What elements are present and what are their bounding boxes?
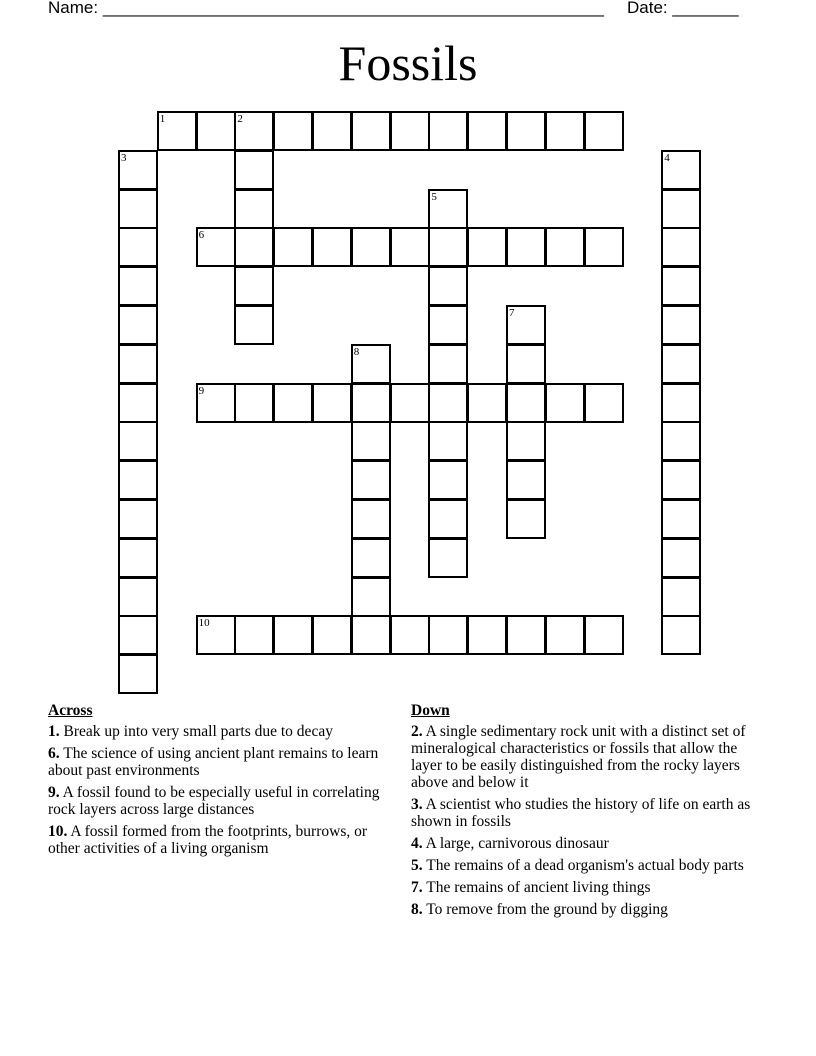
- grid-cell[interactable]: [118, 266, 158, 306]
- grid-cell[interactable]: [196, 383, 236, 423]
- across-clue-list: [48, 723, 393, 857]
- grid-cell[interactable]: [196, 227, 236, 267]
- grid-cell[interactable]: [428, 383, 468, 423]
- grid-cell[interactable]: [661, 305, 701, 345]
- grid-cell[interactable]: [584, 111, 624, 151]
- clue-text: A fossil found to be especially useful in correlating rock layers across large distances: [48, 784, 380, 818]
- grid-cell[interactable]: [351, 615, 391, 655]
- grid-cell[interactable]: [661, 344, 701, 384]
- grid-cell[interactable]: [584, 615, 624, 655]
- grid-cell[interactable]: [118, 150, 158, 190]
- clue-number-label: 3.: [411, 796, 423, 813]
- grid-cell[interactable]: [118, 499, 158, 539]
- clue-number: 5: [431, 190, 437, 203]
- clue-number-label: 9.: [48, 784, 60, 801]
- grid-cell[interactable]: [118, 654, 158, 694]
- grid-cell[interactable]: [351, 227, 391, 267]
- grid-cell[interactable]: [312, 383, 352, 423]
- grid-cell[interactable]: [118, 227, 158, 267]
- grid-cell[interactable]: [506, 227, 546, 267]
- clue-text: The remains of a dead organism's actual body parts: [422, 857, 744, 874]
- clue-text: Break up into very small parts due to decay: [59, 723, 333, 740]
- grid-cell[interactable]: [661, 150, 701, 190]
- grid-cell[interactable]: [351, 421, 391, 461]
- grid-cell[interactable]: [118, 189, 158, 229]
- grid-cell[interactable]: [390, 227, 430, 267]
- clue-text: The remains of ancient living things: [422, 879, 651, 896]
- grid-cell[interactable]: [273, 227, 313, 267]
- grid-cell[interactable]: [661, 538, 701, 578]
- grid-cell[interactable]: [506, 421, 546, 461]
- clue-text: A single sedimentary rock unit with a distinct set of mineralogical characteristics or fossils that allow the layer to be easily distinguished from the rocky layers above and below it: [411, 723, 746, 791]
- grid-cell[interactable]: [506, 111, 546, 151]
- grid-cell[interactable]: [273, 111, 313, 151]
- grid-cell[interactable]: [545, 383, 585, 423]
- grid-cell[interactable]: [118, 421, 158, 461]
- grid-cell[interactable]: [467, 383, 507, 423]
- down-clue: [411, 723, 751, 791]
- grid-cell[interactable]: [661, 266, 701, 306]
- date-blank: _______: [672, 0, 739, 17]
- clue-text: To remove from the ground by digging: [422, 901, 668, 918]
- grid-cell[interactable]: [428, 615, 468, 655]
- clue-number: 8: [353, 345, 360, 358]
- across-heading: Across: [48, 702, 93, 719]
- grid-cell[interactable]: [234, 383, 274, 423]
- grid-cell[interactable]: [428, 227, 468, 267]
- name-blank: _____________________________________________________: [102, 0, 604, 17]
- grid-cell[interactable]: [234, 266, 274, 306]
- date-label: Date:: [627, 0, 668, 17]
- grid-cell[interactable]: [118, 615, 158, 655]
- down-clues: [411, 702, 751, 923]
- grid-cell[interactable]: [506, 460, 546, 500]
- grid-cell[interactable]: [661, 460, 701, 500]
- down-clue: [411, 796, 751, 830]
- across-clues: [48, 702, 393, 862]
- down-clue-list: [411, 723, 751, 918]
- grid-cell[interactable]: [157, 111, 197, 151]
- across-clue: [48, 745, 393, 779]
- down-clue: [411, 879, 751, 896]
- clue-number: 3: [121, 151, 127, 164]
- grid-cell[interactable]: [273, 615, 313, 655]
- page-title: Fossils: [338, 35, 478, 91]
- grid-cell[interactable]: [234, 615, 274, 655]
- grid-cell[interactable]: [118, 577, 158, 617]
- grid-cell[interactable]: [428, 538, 468, 578]
- clue-text: A fossil formed from the footprints, burrows, or other activities of a living organism: [48, 823, 368, 857]
- clue-text: A scientist who studies the history of life on earth as shown in fossils: [411, 796, 751, 830]
- grid-cell[interactable]: [467, 111, 507, 151]
- grid-cell[interactable]: [234, 227, 274, 267]
- clue-number-label: 8.: [411, 901, 423, 918]
- grid-cell[interactable]: [545, 615, 585, 655]
- grid-cell[interactable]: [118, 538, 158, 578]
- grid-cell[interactable]: [351, 538, 391, 578]
- grid-cell[interactable]: [118, 344, 158, 384]
- clue-number: 9: [198, 384, 205, 397]
- grid-cell[interactable]: [428, 266, 468, 306]
- grid-cell[interactable]: [545, 111, 585, 151]
- grid-cell[interactable]: [506, 305, 546, 345]
- grid-cell[interactable]: [234, 305, 274, 345]
- grid-cell[interactable]: [661, 383, 701, 423]
- clue-number-label: 1.: [48, 723, 60, 740]
- grid-cell[interactable]: [312, 227, 352, 267]
- down-clue: [411, 857, 751, 874]
- clue-number-label: 2.: [411, 723, 423, 740]
- down-clue: [411, 901, 751, 918]
- grid-cell[interactable]: [196, 111, 236, 151]
- grid-cell[interactable]: [661, 577, 701, 617]
- grid-cell[interactable]: [196, 615, 236, 655]
- grid-cell[interactable]: [506, 383, 546, 423]
- clue-number: 6: [198, 229, 205, 242]
- grid-cell[interactable]: [351, 111, 391, 151]
- clue-number-label: 5.: [411, 857, 423, 874]
- grid-cell[interactable]: [390, 615, 430, 655]
- grid-cell[interactable]: [351, 460, 391, 500]
- clue-text: A large, carnivorous dinosaur: [422, 835, 609, 852]
- grid-cell[interactable]: [351, 499, 391, 539]
- clue-number: 10: [198, 617, 210, 630]
- down-heading: Down: [411, 702, 450, 719]
- across-clue: [48, 723, 393, 740]
- clue-number-label: 7.: [411, 879, 423, 896]
- clue-number: 4: [664, 151, 670, 164]
- grid-cell[interactable]: [312, 111, 352, 151]
- grid-cell[interactable]: [234, 189, 274, 229]
- grid-cell[interactable]: [428, 111, 468, 151]
- grid-cell[interactable]: [584, 227, 624, 267]
- grid-cell[interactable]: [661, 421, 701, 461]
- grid-cell[interactable]: [273, 383, 313, 423]
- grid-cell[interactable]: [351, 577, 391, 617]
- grid-cell[interactable]: [428, 189, 468, 229]
- clue-text: The science of using ancient plant remains to learn about past environments: [48, 745, 379, 779]
- grid-cell[interactable]: [428, 421, 468, 461]
- grid-cell[interactable]: [118, 383, 158, 423]
- grid-cell[interactable]: [428, 499, 468, 539]
- grid-cell[interactable]: [506, 615, 546, 655]
- grid-cell[interactable]: [467, 615, 507, 655]
- down-clue: [411, 835, 751, 852]
- grid-cell[interactable]: [661, 499, 701, 539]
- grid-cell[interactable]: [390, 383, 430, 423]
- grid-cell[interactable]: [234, 150, 274, 190]
- clue-number-label: 4.: [411, 835, 423, 852]
- grid-cell[interactable]: [661, 189, 701, 229]
- grid-cell[interactable]: [545, 227, 585, 267]
- across-clue: [48, 784, 393, 818]
- grid-cell[interactable]: [506, 344, 546, 384]
- grid-cell[interactable]: [428, 305, 468, 345]
- clue-number: 7: [509, 307, 515, 319]
- grid-cell[interactable]: [312, 615, 352, 655]
- across-clue: [48, 823, 393, 857]
- clue-number-label: 10.: [48, 823, 68, 840]
- grid-cell[interactable]: [390, 111, 430, 151]
- grid-cell[interactable]: [506, 499, 546, 539]
- grid-cell[interactable]: [428, 344, 468, 384]
- grid-cell[interactable]: [661, 615, 701, 655]
- name-label: Name:: [48, 0, 99, 17]
- grid-cell[interactable]: [351, 383, 391, 423]
- grid-cell[interactable]: [351, 344, 391, 384]
- clue-number-label: 6.: [48, 745, 60, 762]
- clue-number: 2: [237, 113, 243, 125]
- grid-cell[interactable]: [118, 460, 158, 500]
- grid-cell[interactable]: [118, 305, 158, 345]
- clue-number: 1: [159, 113, 166, 125]
- grid-cell[interactable]: [661, 227, 701, 267]
- grid-cell[interactable]: [584, 383, 624, 423]
- grid-cell[interactable]: [428, 460, 468, 500]
- grid-cell[interactable]: [467, 227, 507, 267]
- grid-cell[interactable]: [234, 111, 274, 151]
